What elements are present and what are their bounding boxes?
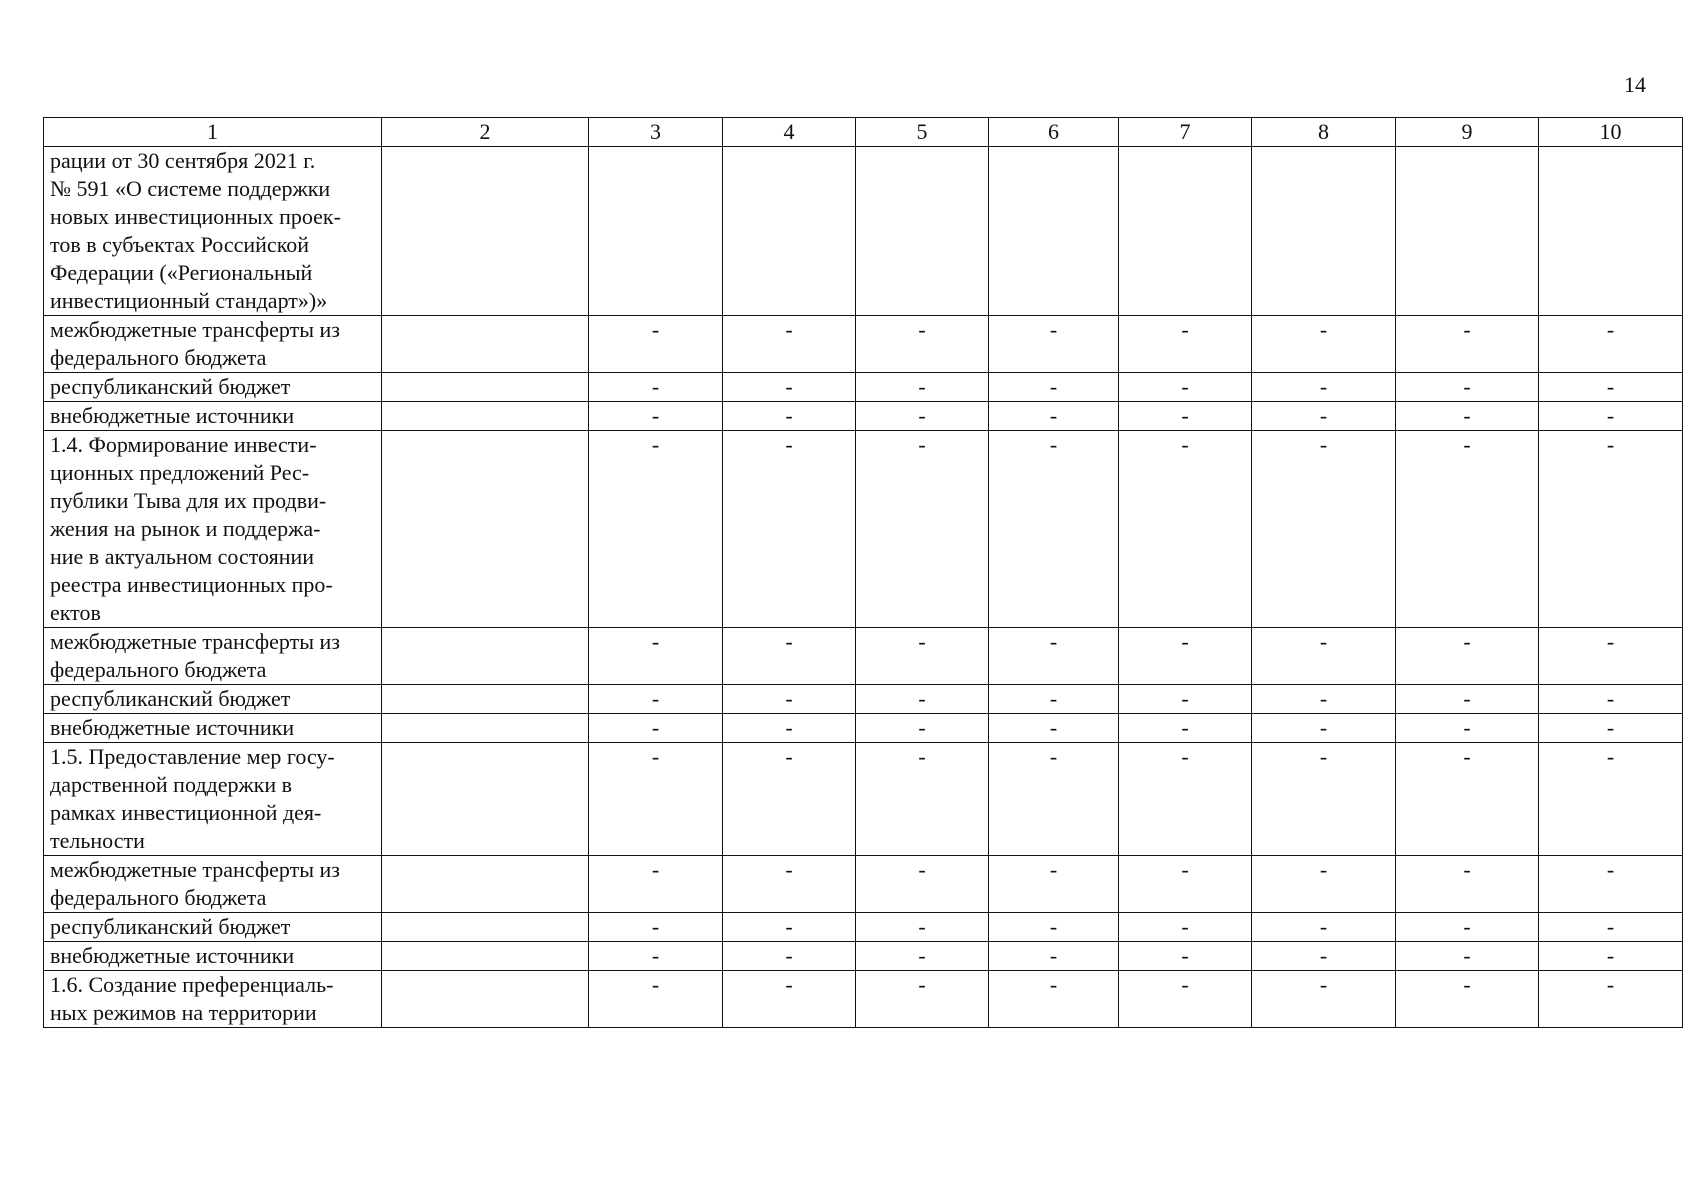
description-line: ных режимов на территории [50, 1000, 317, 1025]
description-line: 1.6. Создание преференциаль- [50, 972, 334, 997]
cell-col-5: - [856, 971, 989, 1028]
row-description [44, 316, 382, 373]
cell-col-2 [382, 913, 589, 942]
description-line: межбюджетные трансферты из [50, 317, 340, 342]
description-line: рамках инвестиционной дея- [50, 800, 322, 825]
cell-col-8: - [1252, 856, 1396, 913]
cell-col-5 [856, 147, 989, 316]
cell-col-8: - [1252, 628, 1396, 685]
cell-col-6: - [989, 373, 1119, 402]
cell-col-3: - [589, 628, 723, 685]
cell-col-3: - [589, 971, 723, 1028]
cell-col-6: - [989, 942, 1119, 971]
cell-col-4: - [723, 714, 856, 743]
cell-col-6: - [989, 402, 1119, 431]
cell-col-8: - [1252, 714, 1396, 743]
cell-col-9: - [1396, 913, 1539, 942]
cell-col-9: - [1396, 316, 1539, 373]
cell-col-10: - [1539, 714, 1683, 743]
description-line: публики Тыва для их продви- [50, 488, 327, 513]
cell-col-8: - [1252, 373, 1396, 402]
row-description [44, 856, 382, 913]
cell-col-3: - [589, 685, 723, 714]
cell-col-4: - [723, 743, 856, 856]
cell-col-9: - [1396, 714, 1539, 743]
table-row [44, 942, 1683, 971]
cell-col-3: - [589, 373, 723, 402]
description-line: ционных предложений Рес- [50, 460, 310, 485]
cell-col-4: - [723, 913, 856, 942]
table-row [44, 913, 1683, 942]
cell-col-10: - [1539, 971, 1683, 1028]
column-header-9: 9 [1396, 118, 1539, 147]
cell-col-7: - [1119, 402, 1252, 431]
cell-col-9 [1396, 147, 1539, 316]
cell-col-8: - [1252, 913, 1396, 942]
cell-col-9: - [1396, 856, 1539, 913]
cell-col-7: - [1119, 856, 1252, 913]
cell-col-2 [382, 856, 589, 913]
row-description [44, 743, 382, 856]
cell-col-7: - [1119, 714, 1252, 743]
description-line: федерального бюджета [50, 657, 267, 682]
cell-col-10 [1539, 147, 1683, 316]
cell-col-6: - [989, 316, 1119, 373]
description-line: ние в актуальном состоянии [50, 544, 315, 569]
table-row [44, 431, 1683, 628]
description-line: внебюджетные источники [50, 715, 295, 740]
cell-col-6: - [989, 431, 1119, 628]
cell-col-7: - [1119, 743, 1252, 856]
cell-col-6: - [989, 628, 1119, 685]
description-line: инвестиционный стандарт»)» [50, 288, 328, 313]
cell-col-8: - [1252, 431, 1396, 628]
column-header-2: 2 [382, 118, 589, 147]
cell-col-2 [382, 685, 589, 714]
cell-col-5: - [856, 431, 989, 628]
cell-col-2 [382, 147, 589, 316]
description-line: федерального бюджета [50, 345, 267, 370]
cell-col-8: - [1252, 316, 1396, 373]
cell-col-2 [382, 714, 589, 743]
cell-col-10: - [1539, 316, 1683, 373]
cell-col-6: - [989, 971, 1119, 1028]
table-row [44, 402, 1683, 431]
cell-col-10: - [1539, 628, 1683, 685]
description-line: республиканский бюджет [50, 374, 291, 399]
cell-col-10: - [1539, 913, 1683, 942]
description-line: межбюджетные трансферты из [50, 857, 340, 882]
cell-col-2 [382, 431, 589, 628]
cell-col-6 [989, 147, 1119, 316]
description-line: жения на рынок и поддержа- [50, 516, 321, 541]
cell-col-4: - [723, 316, 856, 373]
cell-col-5: - [856, 856, 989, 913]
table-row [44, 628, 1683, 685]
description-line: федерального бюджета [50, 885, 267, 910]
description-line: республиканский бюджет [50, 914, 291, 939]
description-line: рации от 30 сентября 2021 г. [50, 148, 316, 173]
cell-col-3: - [589, 942, 723, 971]
cell-col-4: - [723, 431, 856, 628]
cell-col-10: - [1539, 402, 1683, 431]
column-header-10: 10 [1539, 118, 1683, 147]
description-line: республиканский бюджет [50, 686, 291, 711]
cell-col-3 [589, 147, 723, 316]
cell-col-9: - [1396, 743, 1539, 856]
table-row [44, 743, 1683, 856]
cell-col-3: - [589, 743, 723, 856]
cell-col-2 [382, 373, 589, 402]
cell-col-4: - [723, 402, 856, 431]
description-line: Федерации («Региональный [50, 260, 313, 285]
cell-col-5: - [856, 913, 989, 942]
budget-table [43, 117, 1683, 1028]
cell-col-2 [382, 402, 589, 431]
cell-col-8: - [1252, 942, 1396, 971]
description-line: реестра инвестиционных про- [50, 572, 333, 597]
table-row [44, 316, 1683, 373]
cell-col-3: - [589, 316, 723, 373]
cell-col-5: - [856, 714, 989, 743]
description-line: 1.5. Предоставление мер госу- [50, 744, 335, 769]
cell-col-5: - [856, 743, 989, 856]
cell-col-4: - [723, 628, 856, 685]
cell-col-8 [1252, 147, 1396, 316]
cell-col-7: - [1119, 628, 1252, 685]
cell-col-7: - [1119, 971, 1252, 1028]
cell-col-9: - [1396, 971, 1539, 1028]
cell-col-9: - [1396, 942, 1539, 971]
cell-col-7: - [1119, 942, 1252, 971]
table-body [44, 147, 1683, 1028]
cell-col-8: - [1252, 743, 1396, 856]
column-header-6: 6 [989, 118, 1119, 147]
cell-col-5: - [856, 628, 989, 685]
column-number-row [44, 118, 1683, 147]
table-row [44, 971, 1683, 1028]
cell-col-8: - [1252, 402, 1396, 431]
cell-col-2 [382, 971, 589, 1028]
cell-col-6: - [989, 714, 1119, 743]
cell-col-5: - [856, 402, 989, 431]
cell-col-8: - [1252, 685, 1396, 714]
cell-col-3: - [589, 431, 723, 628]
table-row [44, 147, 1683, 316]
row-description [44, 431, 382, 628]
description-line: внебюджетные источники [50, 943, 295, 968]
cell-col-6: - [989, 743, 1119, 856]
description-line: межбюджетные трансферты из [50, 629, 340, 654]
description-line: ектов [50, 600, 101, 625]
cell-col-10: - [1539, 743, 1683, 856]
description-line: № 591 «О системе поддержки [50, 176, 331, 201]
cell-col-2 [382, 316, 589, 373]
cell-col-7 [1119, 147, 1252, 316]
cell-col-3: - [589, 856, 723, 913]
column-header-4: 4 [723, 118, 856, 147]
table-row [44, 373, 1683, 402]
column-header-3: 3 [589, 118, 723, 147]
cell-col-4 [723, 147, 856, 316]
cell-col-7: - [1119, 316, 1252, 373]
description-line: 1.4. Формирование инвести- [50, 432, 317, 457]
description-line: внебюджетные источники [50, 403, 295, 428]
cell-col-10: - [1539, 856, 1683, 913]
cell-col-10: - [1539, 942, 1683, 971]
cell-col-3: - [589, 714, 723, 743]
row-description [44, 714, 382, 743]
row-description [44, 971, 382, 1028]
description-line: дарственной поддержки в [50, 772, 293, 797]
cell-col-9: - [1396, 628, 1539, 685]
cell-col-4: - [723, 942, 856, 971]
cell-col-9: - [1396, 431, 1539, 628]
cell-col-2 [382, 743, 589, 856]
row-description [44, 628, 382, 685]
column-header-5: 5 [856, 118, 989, 147]
table-row [44, 685, 1683, 714]
page-number: 14 [1624, 72, 1646, 97]
column-header-8: 8 [1252, 118, 1396, 147]
description-line: тов в субъектах Российской [50, 232, 310, 257]
cell-col-7: - [1119, 373, 1252, 402]
cell-col-4: - [723, 373, 856, 402]
table-row [44, 856, 1683, 913]
cell-col-5: - [856, 942, 989, 971]
cell-col-5: - [856, 373, 989, 402]
cell-col-5: - [856, 316, 989, 373]
row-description [44, 147, 382, 316]
cell-col-4: - [723, 685, 856, 714]
cell-col-9: - [1396, 402, 1539, 431]
cell-col-10: - [1539, 431, 1683, 628]
cell-col-10: - [1539, 685, 1683, 714]
cell-col-9: - [1396, 373, 1539, 402]
row-description [44, 402, 382, 431]
cell-col-10: - [1539, 373, 1683, 402]
description-line: новых инвестиционных проек- [50, 204, 341, 229]
cell-col-6: - [989, 685, 1119, 714]
cell-col-2 [382, 942, 589, 971]
cell-col-7: - [1119, 913, 1252, 942]
cell-col-3: - [589, 402, 723, 431]
cell-col-6: - [989, 856, 1119, 913]
cell-col-5: - [856, 685, 989, 714]
column-header-7: 7 [1119, 118, 1252, 147]
cell-col-6: - [989, 913, 1119, 942]
cell-col-8: - [1252, 971, 1396, 1028]
cell-col-9: - [1396, 685, 1539, 714]
row-description [44, 913, 382, 942]
row-description [44, 942, 382, 971]
cell-col-4: - [723, 856, 856, 913]
cell-col-2 [382, 628, 589, 685]
description-line: тельности [50, 828, 145, 853]
table-row [44, 714, 1683, 743]
cell-col-7: - [1119, 685, 1252, 714]
cell-col-3: - [589, 913, 723, 942]
row-description [44, 373, 382, 402]
cell-col-4: - [723, 971, 856, 1028]
column-header-1: 1 [44, 118, 382, 147]
cell-col-7: - [1119, 431, 1252, 628]
row-description [44, 685, 382, 714]
